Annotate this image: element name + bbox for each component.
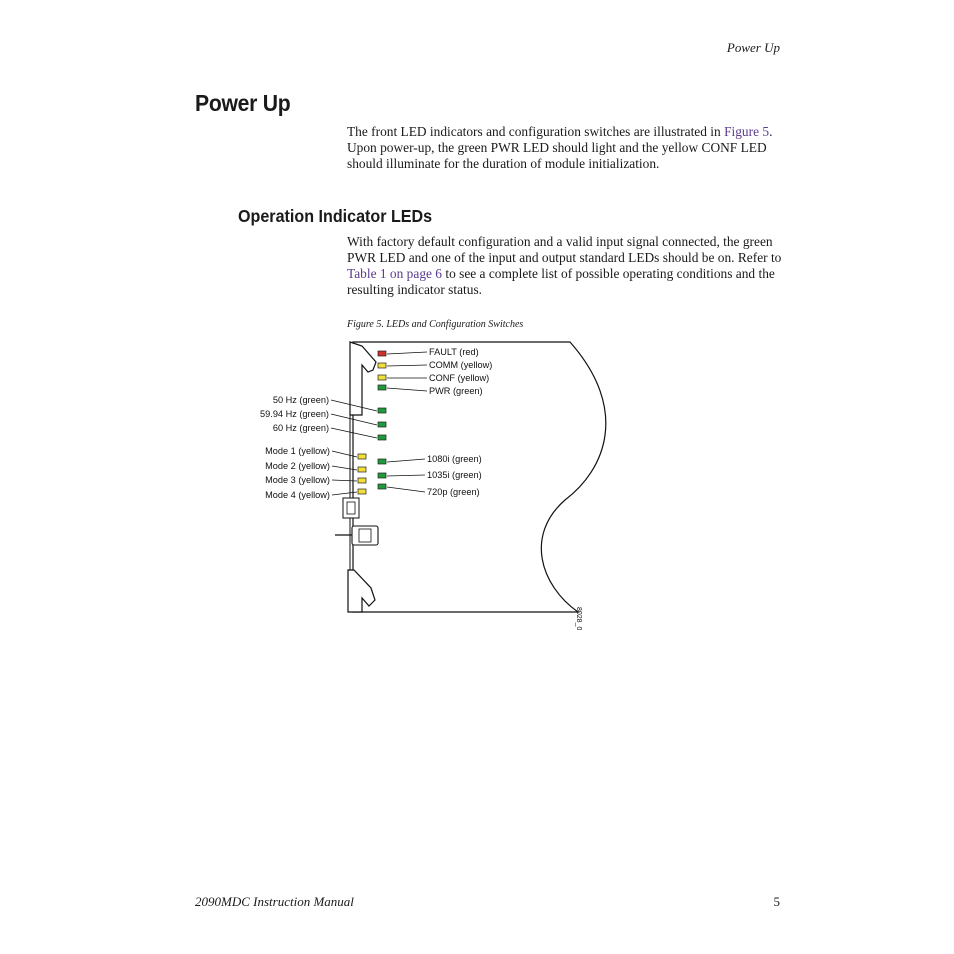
led-diagram <box>240 330 620 630</box>
1080i-led <box>378 459 386 464</box>
label-group <box>260 347 492 500</box>
1035i-led <box>378 473 386 478</box>
footer-manual-title: 2090MDC Instruction Manual <box>195 894 354 909</box>
mode-1-label: Mode 1 (yellow) <box>265 446 330 456</box>
comm-led <box>378 363 386 368</box>
upper-ejector <box>350 342 376 415</box>
1035i-label: 1035i (green) <box>427 470 482 480</box>
mode-4-label: Mode 4 (yellow) <box>265 490 330 500</box>
mode-4-switch <box>358 489 366 494</box>
leader-line <box>331 428 377 438</box>
switch-block <box>343 498 359 518</box>
50hz-led <box>378 408 386 413</box>
figure-link[interactable]: Figure 5 <box>724 124 770 139</box>
leader-line <box>387 365 427 366</box>
fault-led <box>378 351 386 356</box>
mode-3-switch <box>358 478 366 483</box>
figure-caption: Figure 5. LEDs and Configuration Switches <box>347 319 524 330</box>
mode-2-switch <box>358 467 366 472</box>
mode-2-label: Mode 2 (yellow) <box>265 461 330 471</box>
60hz-label: 60 Hz (green) <box>272 423 329 433</box>
5994hz-led <box>378 422 386 427</box>
para-text: With factory default configuration and a valid input signal connected, the green PWR LED and one of the input and output standard LEDs should be on. Refer to <box>347 234 782 265</box>
720p-label: 720p (green) <box>427 487 480 497</box>
1080i-label: 1080i (green) <box>427 454 482 464</box>
operation-paragraph <box>347 234 785 298</box>
para-text: . Upon power-up, the green PWR LED should light and the yellow CONF LED should illuminate for the duration of module initialization. <box>347 124 773 171</box>
leader-line <box>331 414 377 425</box>
leader-line <box>387 475 425 476</box>
pwr-label: PWR (green) <box>429 386 483 396</box>
conf-label: CONF (yellow) <box>429 373 490 383</box>
table-link[interactable]: Table 1 on page 6 <box>347 266 442 281</box>
fault-label: FAULT (red) <box>429 347 479 357</box>
pwr-led <box>378 385 386 390</box>
led-figure <box>240 330 620 635</box>
intro-paragraph <box>347 124 785 172</box>
leader-line <box>387 388 427 391</box>
720p-led <box>378 484 386 489</box>
para-text: to see a complete list of possible operating conditions and the resulting indicator status. <box>347 266 775 297</box>
50hz-label: 50 Hz (green) <box>272 395 329 405</box>
lower-ejector <box>348 570 375 612</box>
para-text: The front LED indicators and configuration switches are illustrated in <box>347 124 725 139</box>
conf-led <box>378 375 386 380</box>
60hz-led <box>378 435 386 440</box>
section-title: Power Up <box>195 90 291 116</box>
mode-1-switch <box>358 454 366 459</box>
leader-line <box>387 487 425 492</box>
leader-line <box>387 459 425 462</box>
running-head: Power Up <box>726 40 780 55</box>
footer-page-number: 5 <box>773 894 780 909</box>
figure-id-code: 8028_01 <box>575 607 582 630</box>
5994hz-label: 59.94 Hz (green) <box>260 409 329 419</box>
mode-3-label: Mode 3 (yellow) <box>265 475 330 485</box>
comm-label: COMM (yellow) <box>429 360 493 370</box>
leader-line <box>387 352 427 354</box>
subsection-title: Operation Indicator LEDs <box>238 206 433 226</box>
